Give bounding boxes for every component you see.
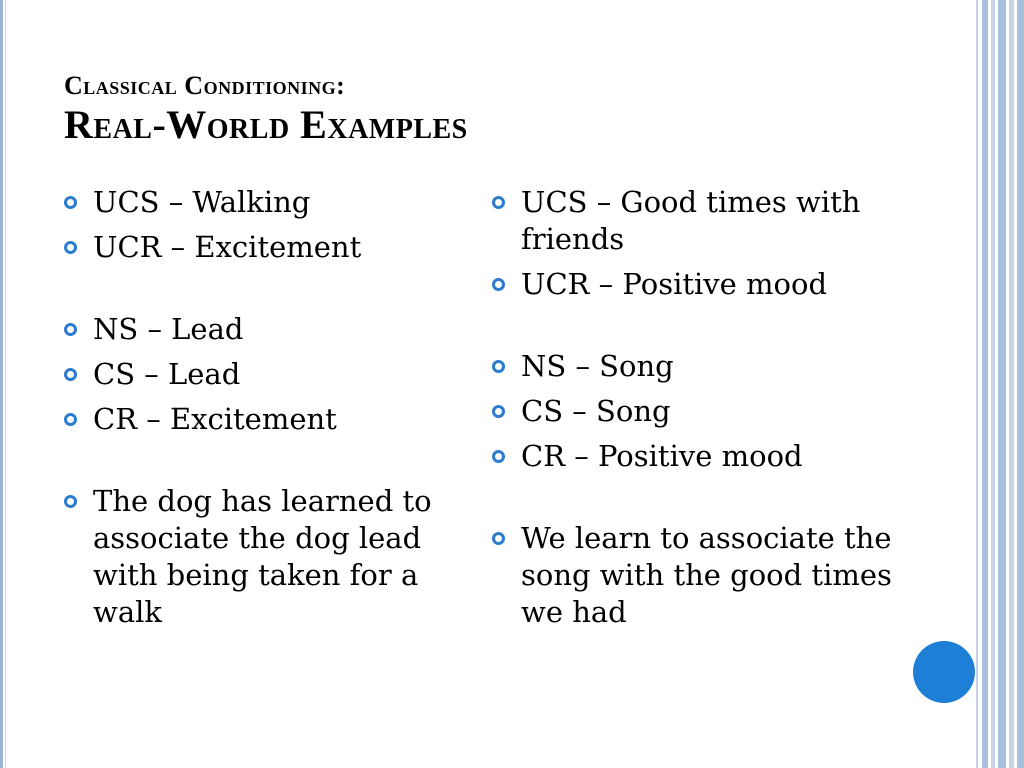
bullet-icon: [492, 278, 505, 291]
bullet-item: [64, 229, 454, 266]
spacer: [492, 483, 892, 520]
bullet-icon: [64, 196, 77, 209]
bullet-item: [64, 401, 454, 438]
bullet-item: [64, 356, 454, 393]
bullet-icon: [64, 495, 77, 508]
bullet-icon: [492, 360, 505, 373]
bullet-icon: [64, 323, 77, 336]
bullet-item: [492, 393, 892, 430]
decor-stripe: [998, 0, 1006, 768]
bullet-text: CS – Lead: [93, 357, 241, 391]
title-line-2: Real-World Examples: [64, 102, 468, 147]
bullet-item: [492, 520, 892, 631]
bullet-text: CR – Positive mood: [521, 439, 803, 473]
left-border-inner-line: [5, 0, 6, 768]
bullet-item: [492, 184, 892, 258]
bullet-text: CS – Song: [521, 394, 671, 428]
bullet-text: UCS – Walking: [93, 185, 311, 219]
right-column: [492, 184, 892, 639]
bullet-icon: [64, 413, 77, 426]
bullet-text: UCR – Positive mood: [521, 267, 828, 301]
bullet-item: [492, 266, 892, 303]
title-line-1: Classical Conditioning:: [64, 71, 346, 100]
bullet-icon: [492, 196, 505, 209]
bullet-item: [492, 438, 892, 475]
bullet-text: UCS – Good times with friends: [521, 185, 861, 256]
bullet-icon: [64, 241, 77, 254]
bullet-item: [492, 348, 892, 385]
bullet-icon: [492, 450, 505, 463]
bullet-icon: [492, 532, 505, 545]
slide-title: [64, 70, 944, 148]
bullet-item: [64, 184, 454, 221]
spacer: [64, 446, 454, 483]
decor-stripe: [976, 0, 978, 768]
bullet-text: CR – Excitement: [93, 402, 337, 436]
decor-stripe: [982, 0, 988, 768]
decor-stripe: [991, 0, 995, 768]
bullet-text: NS – Song: [521, 349, 674, 383]
spacer: [492, 311, 892, 348]
decor-stripe: [1017, 0, 1024, 768]
bullet-text: We learn to associate the song with the good times we had: [521, 521, 892, 629]
left-column: [64, 184, 454, 639]
bullet-icon: [64, 368, 77, 381]
bullet-item: [64, 311, 454, 348]
decor-circle: [913, 641, 975, 703]
left-border-line: [0, 0, 3, 768]
bullet-icon: [492, 405, 505, 418]
bullet-text: UCR – Excitement: [93, 230, 362, 264]
bullet-text: NS – Lead: [93, 312, 244, 346]
decor-stripe: [1009, 0, 1014, 768]
bullet-text: The dog has learned to associate the dog lead with being taken for a walk: [93, 484, 432, 629]
bullet-item: [64, 483, 454, 631]
spacer: [64, 274, 454, 311]
